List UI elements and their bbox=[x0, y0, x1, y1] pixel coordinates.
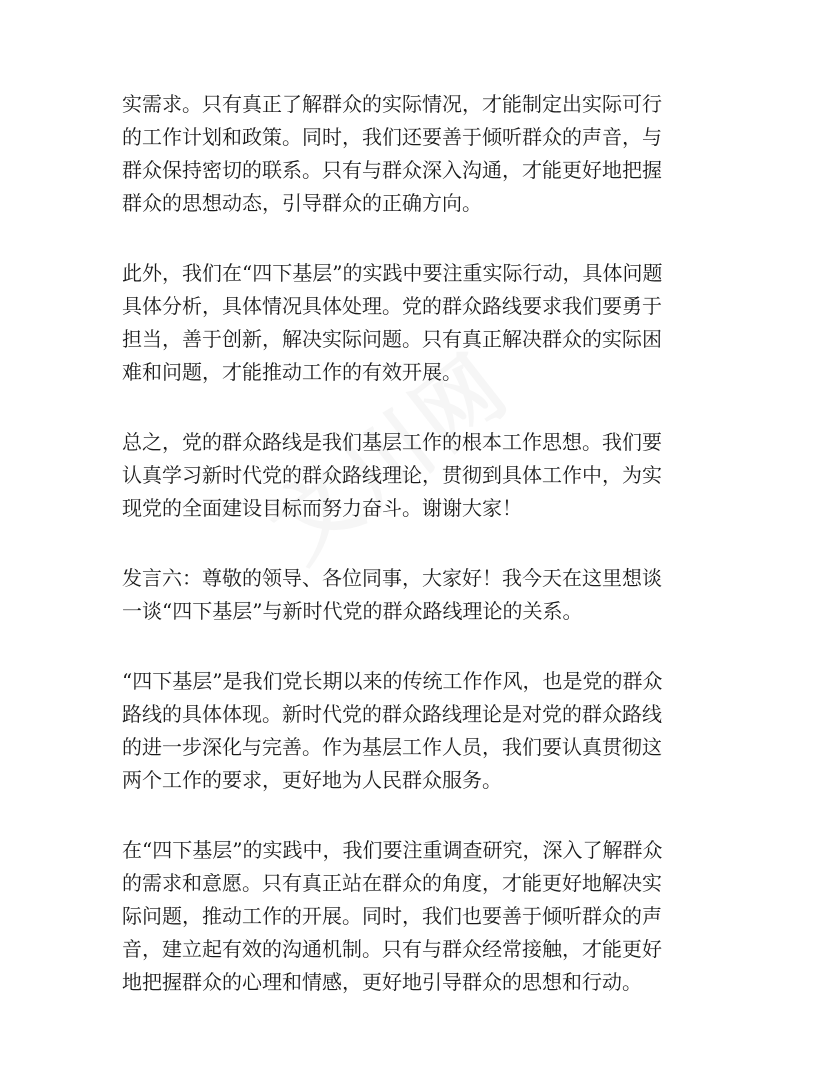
paragraph-2 bbox=[122, 257, 722, 389]
paragraph-6 bbox=[122, 834, 722, 999]
paragraph-4 bbox=[122, 562, 722, 628]
paragraph-1 bbox=[122, 88, 722, 220]
text-line: 此外，我们在“四下基层”的实践中要注重实际行动，具体问题 bbox=[122, 261, 663, 285]
text-line: 群众的思想动态，引导群众的正确方向。 bbox=[122, 191, 482, 215]
text-line: 的进一步深化与完善。作为基层工作人员，我们要认真贯彻这 bbox=[122, 735, 662, 759]
text-line: 的工作计划和政策。同时，我们还要善于倾听群众的声音，与 bbox=[122, 125, 662, 149]
document-body bbox=[122, 88, 722, 1036]
text-line: 音，建立起有效的沟通机制。只有与群众经常接触，才能更好 bbox=[122, 937, 662, 961]
text-line: 在“四下基层”的实践中，我们要注重调查研究，深入了解群众 bbox=[122, 838, 663, 862]
text-line: “四下基层”是我们党长期以来的传统工作作风，也是党的群众 bbox=[122, 669, 663, 693]
text-line: 路线的具体体现。新时代党的群众路线理论是对党的群众路线 bbox=[122, 702, 662, 726]
text-line: 现党的全面建设目标而努力奋斗。谢谢大家！ bbox=[122, 496, 522, 520]
text-line: 际问题，推动工作的开展。同时，我们也要善于倾听群众的声 bbox=[122, 904, 662, 928]
text-line: 难和问题，才能推动工作的有效开展。 bbox=[122, 360, 462, 384]
paragraph-5 bbox=[122, 665, 722, 797]
text-line: 发言六：尊敬的领导、各位同事，大家好！我今天在这里想谈 bbox=[122, 566, 662, 590]
text-line: 一谈“四下基层”与新时代党的群众路线理论的关系。 bbox=[122, 599, 583, 623]
text-line: 两个工作的要求，更好地为人民群众服务。 bbox=[122, 768, 502, 792]
text-line: 群众保持密切的联系。只有与群众深入沟通，才能更好地把握 bbox=[122, 158, 662, 182]
text-line: 担当，善于创新，解决实际问题。只有真正解决群众的实际困 bbox=[122, 327, 662, 351]
text-line: 的需求和意愿。只有真正站在群众的角度，才能更好地解决实 bbox=[122, 871, 662, 895]
text-line: 地把握群众的心理和情感，更好地引导群众的思想和行动。 bbox=[122, 970, 642, 994]
paragraph-3 bbox=[122, 426, 722, 525]
text-line: 总之，党的群众路线是我们基层工作的根本工作思想。我们要 bbox=[122, 430, 662, 454]
text-line: 具体分析，具体情况具体处理。党的群众路线要求我们要勇于 bbox=[122, 294, 662, 318]
text-line: 实需求。只有真正了解群众的实际情况，才能制定出实际可行 bbox=[122, 92, 662, 116]
text-line: 认真学习新时代党的群众路线理论，贯彻到具体工作中，为实 bbox=[122, 463, 662, 487]
